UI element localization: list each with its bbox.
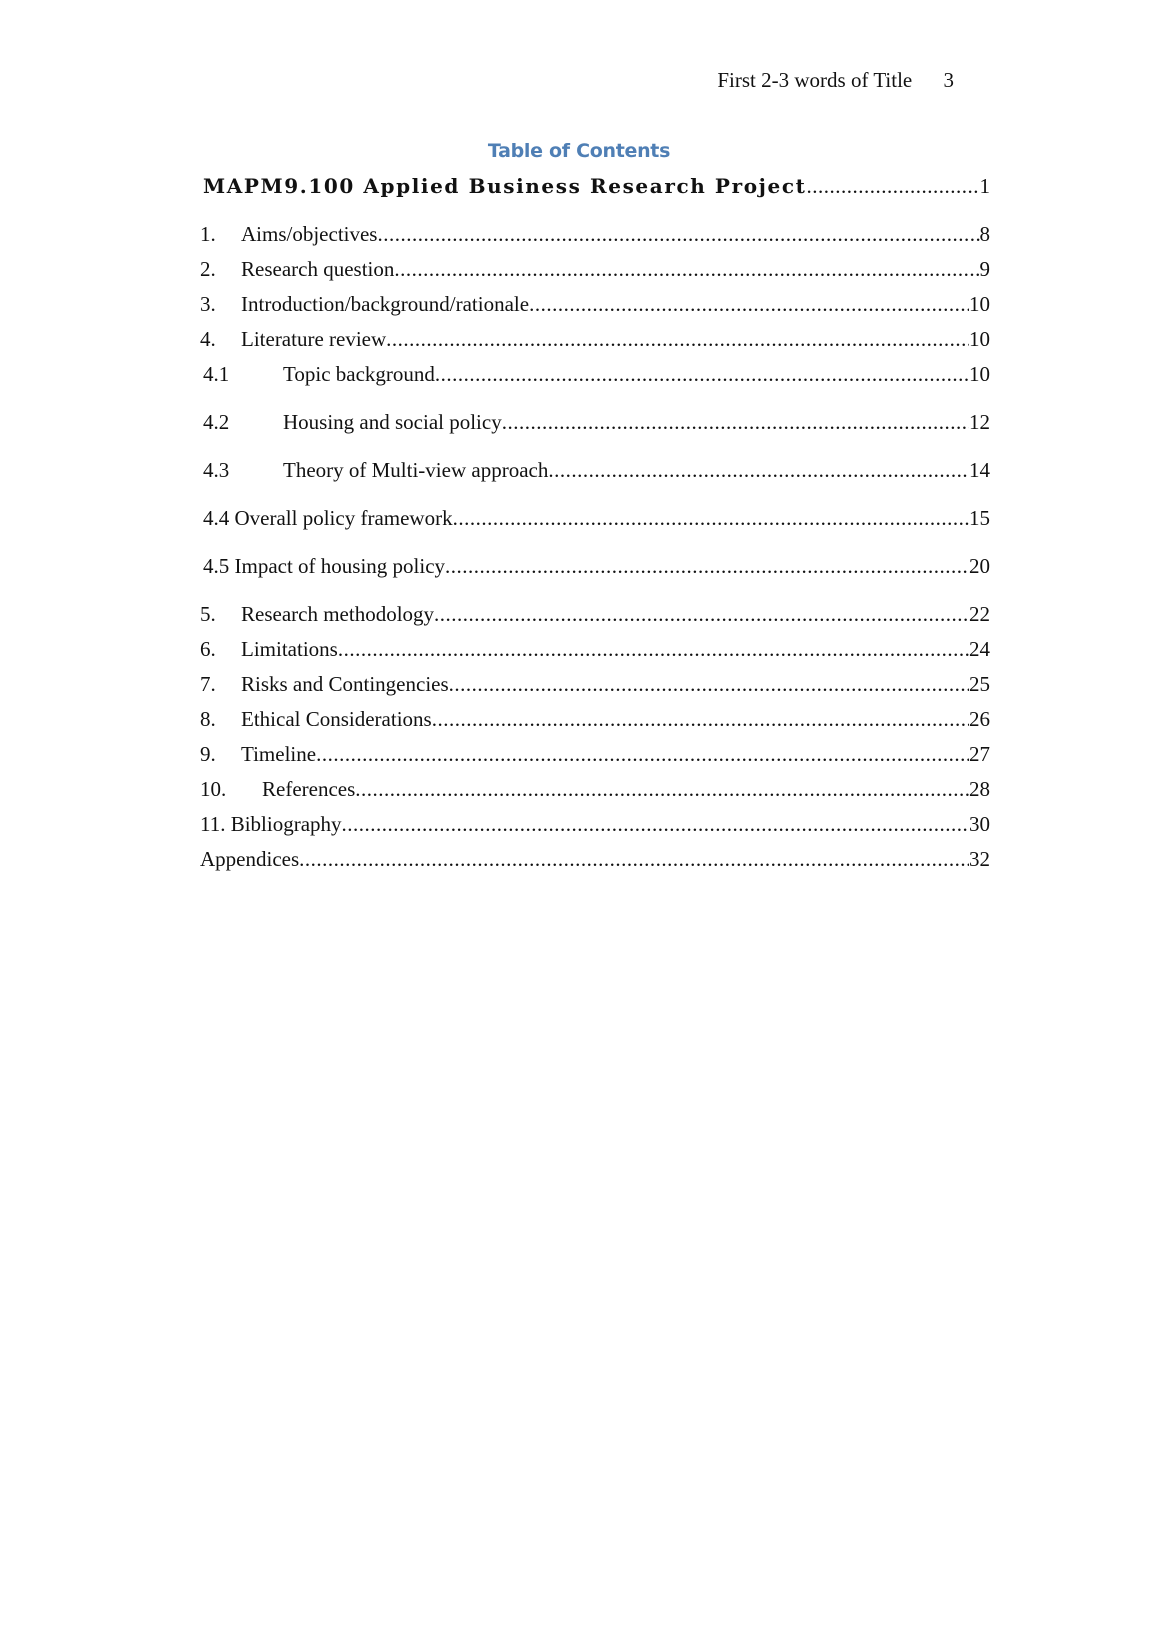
dot-leader (386, 327, 969, 352)
toc-entry-text: Aims/objectives (241, 222, 378, 246)
toc-entry-text: Risks and Contingencies (241, 672, 449, 696)
toc-entry-text: Topic background (283, 362, 435, 386)
toc-entry-label (200, 707, 432, 732)
page-header (717, 68, 954, 93)
toc-entry-text: Literature review (241, 327, 387, 351)
toc-entry-text: Research question (241, 257, 395, 281)
toc-entry-number: 4.2 (203, 410, 230, 434)
toc-entry-multi-view[interactable] (203, 458, 990, 486)
toc-entry-page: 24 (969, 637, 990, 661)
toc-entry-text: References (262, 777, 356, 801)
toc-entry-number: 5. (200, 602, 216, 626)
toc-entry-literature-review[interactable] (200, 327, 990, 355)
toc-entry-policy-framework[interactable] (203, 506, 990, 534)
toc-entry-housing-social-policy[interactable] (203, 410, 990, 438)
toc-entry-label: 4.4 Overall policy framework (203, 506, 453, 530)
toc-entry-methodology[interactable] (200, 602, 990, 630)
toc-entry-page: 1 (979, 174, 990, 198)
toc-entry-page: 10 (969, 327, 990, 351)
toc-entry-label (200, 222, 377, 247)
toc-entry-topic-background[interactable] (203, 362, 990, 390)
toc-entry-page: 30 (969, 812, 990, 836)
toc-entry-main[interactable] (203, 174, 990, 202)
dot-leader (338, 637, 969, 662)
toc-entry-page: 15 (969, 506, 990, 530)
toc-entry-number: 8. (200, 707, 216, 731)
toc-entry-page: 25 (969, 672, 990, 696)
dot-leader (435, 362, 969, 387)
dot-leader (377, 222, 979, 247)
toc-entry-text: Timeline (241, 742, 317, 766)
dot-leader (316, 742, 969, 767)
toc-entry-number: 7. (200, 672, 216, 696)
toc-entry-page: 10 (969, 292, 990, 316)
toc-entry-page: 32 (969, 847, 990, 871)
toc-entry-number: 4.1 (203, 362, 230, 386)
toc-entry-text: Theory of Multi-view approach (283, 458, 549, 482)
dot-leader (445, 554, 969, 579)
dot-leader (432, 707, 969, 732)
toc-entry-label (200, 637, 338, 662)
page-number: 3 (943, 68, 954, 92)
toc-entry-number: 10. (200, 777, 227, 801)
dot-leader (453, 506, 969, 531)
toc-entry-page: 22 (969, 602, 990, 626)
toc-entry-label: 4.5 Impact of housing policy (203, 554, 446, 578)
toc-entry-risks[interactable] (200, 672, 990, 700)
toc-entry-label (200, 257, 394, 282)
toc-entry-research-question[interactable] (200, 257, 990, 285)
toc-title: Table of Contents (487, 140, 671, 162)
toc-entry-page: 9 (979, 257, 990, 281)
toc-entry-label (200, 602, 434, 627)
toc-entry-page: 14 (969, 458, 990, 482)
toc-entry-page: 10 (969, 362, 990, 386)
dot-leader (449, 672, 969, 697)
dot-leader (806, 174, 979, 199)
toc-entry-number: 4. (200, 327, 216, 351)
toc-entry-page: 27 (969, 742, 990, 766)
dot-leader (548, 458, 969, 483)
dot-leader (529, 292, 969, 317)
toc-entry-label (200, 777, 355, 802)
toc-entry-page: 12 (969, 410, 990, 434)
running-title: First 2-3 words of Title (717, 68, 913, 92)
toc-entry-timeline[interactable] (200, 742, 990, 770)
toc-entry-number: 1. (200, 222, 216, 246)
toc-entry-number: 9. (200, 742, 216, 766)
toc-entry-introduction[interactable] (200, 292, 990, 320)
toc-entry-label (203, 458, 548, 483)
dot-leader (394, 257, 979, 282)
toc-entry-label (203, 410, 502, 435)
toc-entry-limitations[interactable] (200, 637, 990, 665)
toc-entry-page: 26 (969, 707, 990, 731)
toc-entry-label: 11. Bibliography (200, 812, 342, 836)
toc-entry-label (200, 327, 386, 352)
dot-leader (434, 602, 969, 627)
toc-entry-page: 28 (969, 777, 990, 801)
dot-leader (299, 847, 969, 872)
toc-entry-housing-impact[interactable] (203, 554, 990, 582)
toc-entry-text: Research methodology (241, 602, 435, 626)
dot-leader (355, 777, 969, 802)
toc-entry-label (200, 292, 529, 317)
toc-entry-number: 2. (200, 257, 216, 281)
toc-entry-label: MAPM9.100 Applied Business Research Project (203, 174, 807, 198)
dot-leader (502, 410, 969, 435)
toc-entry-aims[interactable] (200, 222, 990, 250)
toc-entry-references[interactable] (200, 777, 990, 805)
toc-entry-text: Housing and social policy (283, 410, 502, 434)
toc-entry-label (200, 742, 316, 767)
toc-entry-label: Appendices (200, 847, 300, 871)
toc-entry-number: 6. (200, 637, 216, 661)
toc-entry-number: 3. (200, 292, 216, 316)
toc-entry-appendices[interactable] (200, 847, 990, 875)
toc-entry-ethics[interactable] (200, 707, 990, 735)
toc-entry-bibliography[interactable] (200, 812, 990, 840)
toc-entry-page: 8 (979, 222, 990, 246)
toc-entry-text: Limitations (241, 637, 338, 661)
toc-entry-label (200, 672, 449, 697)
toc-entry-page: 20 (969, 554, 990, 578)
toc-entry-label (203, 362, 435, 387)
toc-entry-text: Introduction/background/rationale (241, 292, 530, 316)
dot-leader (342, 812, 969, 837)
toc-entry-number: 4.3 (203, 458, 230, 482)
toc-entry-text: Ethical Considerations (241, 707, 432, 731)
